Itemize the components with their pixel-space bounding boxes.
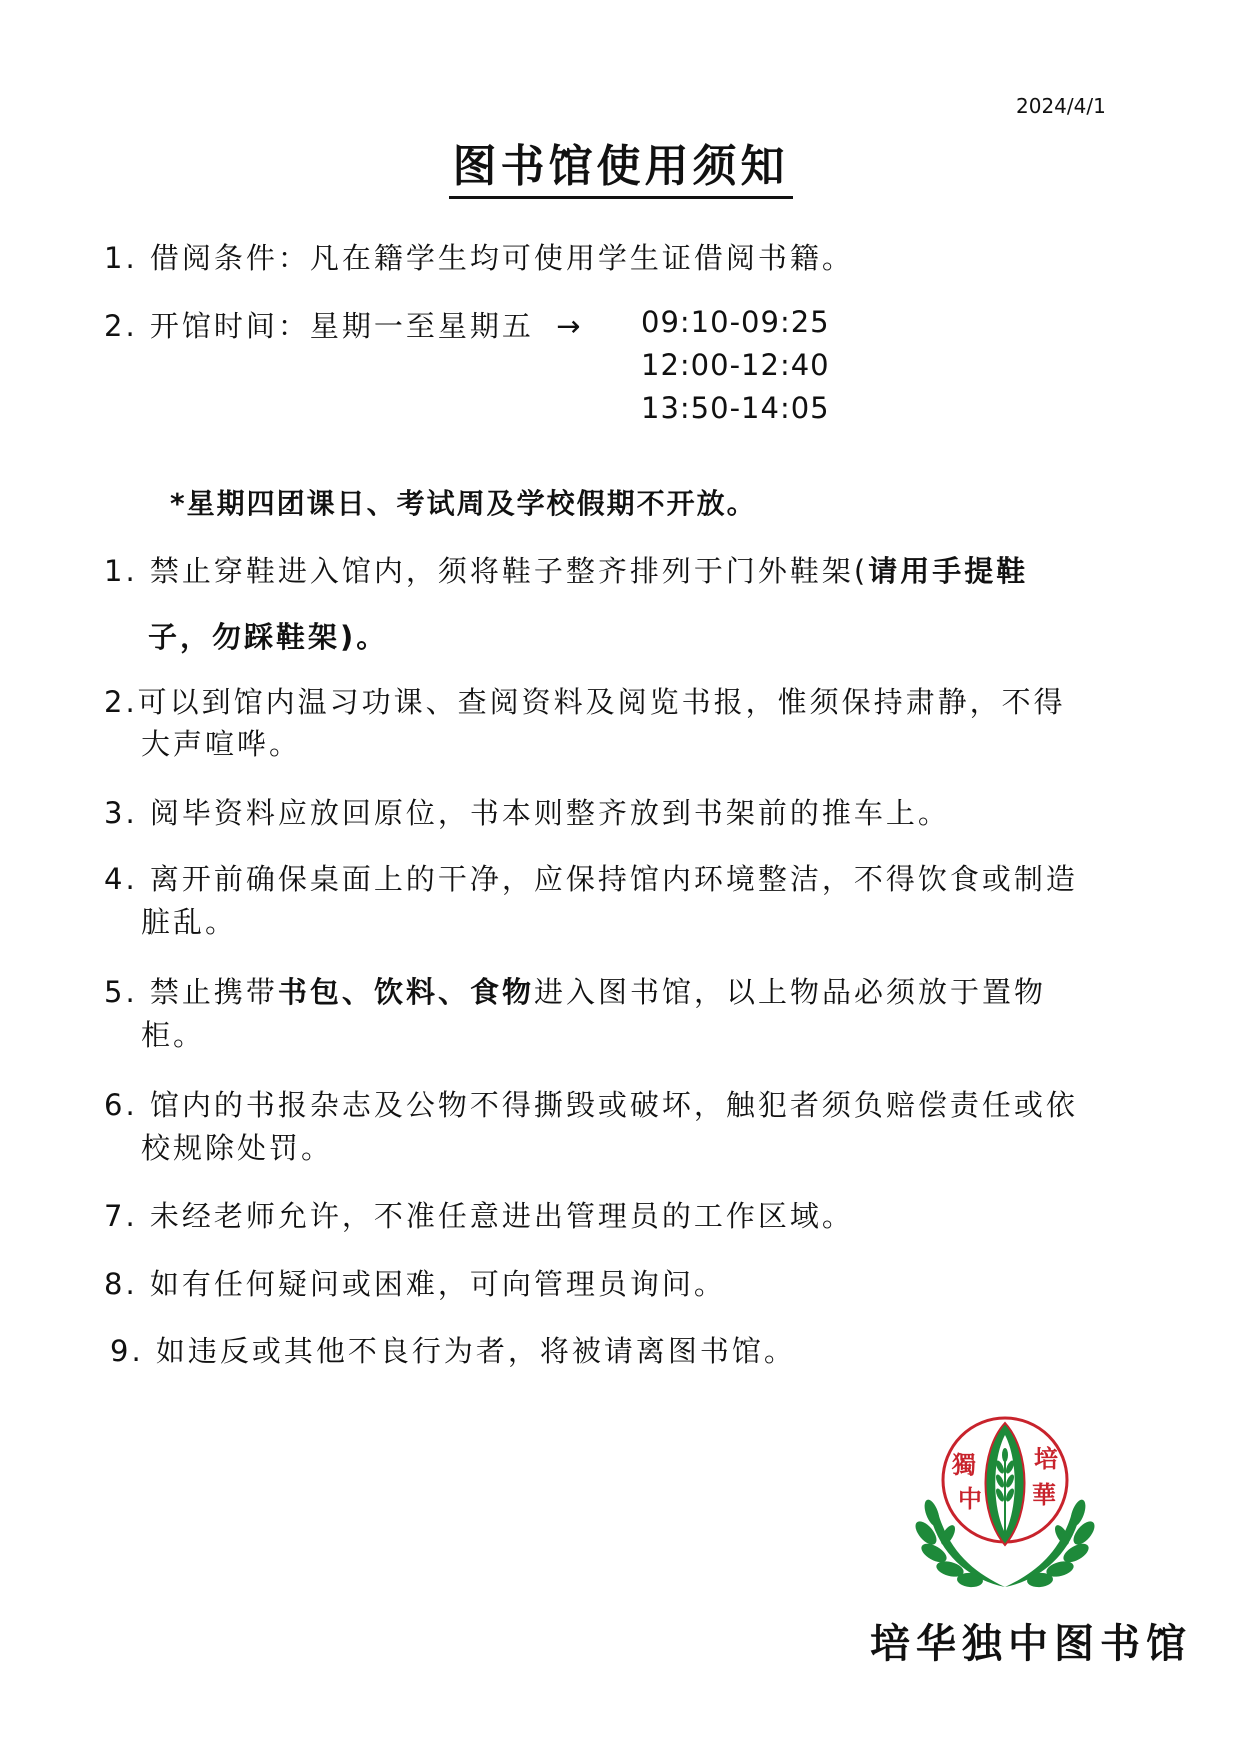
rule-item-3: 3. 阅毕资料应放回原位，书本则整齐放到书架前的推车上。 bbox=[104, 796, 950, 830]
rule-item-8: 8. 如有任何疑问或困难，可向管理员询问。 bbox=[104, 1267, 726, 1301]
rule-item-1: 1. 禁止穿鞋进入馆内，须将鞋子整齐排列于门外鞋架(请用手提鞋 bbox=[104, 554, 1029, 588]
closure-note: *星期四团课日、考试周及学校假期不开放。 bbox=[170, 487, 757, 520]
logo-char-zhong: 中 bbox=[958, 1484, 982, 1513]
arrow-right-icon: → bbox=[556, 309, 584, 343]
rule-item-2: 2.可以到馆内温习功课、查阅资料及阅览书报，惟须保持肃静，不得 bbox=[104, 685, 1066, 719]
rule-item-6: 6. 馆内的书报杂志及公物不得撕毁或破坏，触犯者须负赔偿责任或依 bbox=[104, 1088, 1078, 1122]
info-item-opening-hours: 2. 开馆时间：星期一至星期五 → bbox=[104, 309, 584, 343]
info-item-borrowing: 1. 借阅条件：凡在籍学生均可使用学生证借阅书籍。 bbox=[104, 241, 854, 275]
logo-char-pei: 培 bbox=[1034, 1444, 1058, 1473]
school-emblem-icon bbox=[900, 1395, 1110, 1605]
opening-time-1: 09:10-09:25 bbox=[641, 305, 830, 339]
logo-char-du: 獨 bbox=[952, 1450, 976, 1479]
opening-time-2: 12:00-12:40 bbox=[641, 348, 830, 382]
opening-time-3: 13:50-14:05 bbox=[641, 391, 830, 425]
rule-item-5-cont: 柜。 bbox=[141, 1018, 206, 1052]
document-date: 2024/4/1 bbox=[1016, 94, 1106, 118]
library-name: 培华独中图书馆 bbox=[870, 1620, 1192, 1667]
rule-item-7: 7. 未经老师允许，不准任意进出管理员的工作区域。 bbox=[104, 1199, 854, 1233]
rule-item-4-cont: 脏乱。 bbox=[141, 905, 238, 939]
rule-item-5: 5. 禁止携带书包、饮料、食物进入图书馆，以上物品必须放于置物 bbox=[104, 975, 1046, 1009]
rule-item-4: 4. 离开前确保桌面上的干净，应保持馆内环境整洁，不得饮食或制造 bbox=[104, 862, 1078, 896]
rule-item-6-cont: 校规除处罚。 bbox=[141, 1131, 334, 1165]
rule-item-9: 9. 如违反或其他不良行为者，将被请离图书馆。 bbox=[110, 1334, 796, 1368]
rule-item-2-cont: 大声喧哗。 bbox=[141, 727, 302, 761]
logo-char-hua: 華 bbox=[1032, 1480, 1056, 1509]
page-title: 图书馆使用须知 bbox=[0, 130, 1241, 194]
rule-item-1-cont: 子，勿踩鞋架)。 bbox=[148, 620, 389, 654]
school-logo bbox=[900, 1395, 1110, 1605]
